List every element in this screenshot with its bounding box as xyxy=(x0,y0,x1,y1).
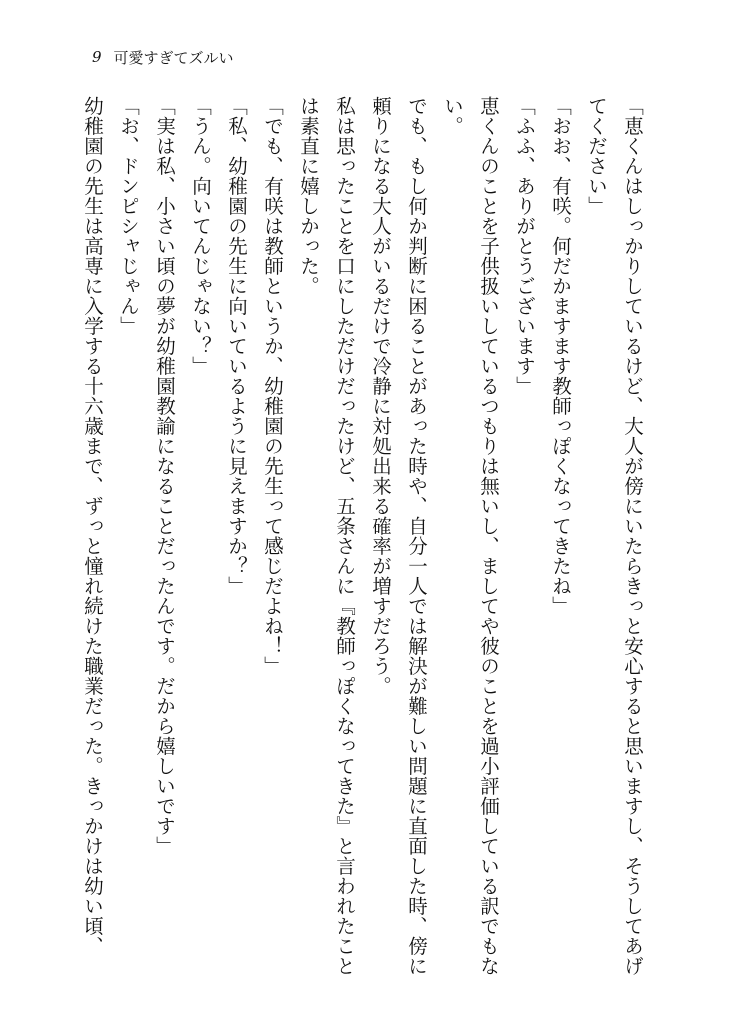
paragraph: 私は思ったことを口にしただけだったけど、五条さんに『教師っぽくなってきた』と言われたことは素直に嬉しかった。 xyxy=(297,96,356,976)
paragraph: 「うん。向いてんじゃない？」 xyxy=(189,96,212,376)
running-title: 可愛すぎてズルい xyxy=(113,48,234,67)
paragraph: 恵くんのことを子供扱いしているつもりは無いし、ましてや彼のことを過小評価している訳でもない。 xyxy=(441,96,500,976)
paragraph: でも、もし何か判断に困ることがあった時や、自分一人では解決が難しい問題に直面した時、傍に頼りになる大人がいるだけで冷静に対処出来る確率が増すだろう。 xyxy=(369,96,428,976)
paragraph: 「ふふ、ありがとうございます」 xyxy=(513,96,536,396)
paragraph: 幼稚園の先生は高専に入学する十六歳まで、ずっと憧れ続けた職業だった。きっかけは幼い頃、 xyxy=(81,96,104,956)
paragraph: 「おお、有咲。何だかますます教師っぽくなってきたね」 xyxy=(549,96,572,616)
paragraph: 「お、ドンピシャじゃん」 xyxy=(117,96,140,336)
paragraph: 「恵くんはしっかりしているけど、大人が傍にいたらきっと安心すると思いますし、そうしてあげてください」 xyxy=(585,96,644,976)
vertical-text-body xyxy=(74,96,650,976)
paragraph: 「私、幼稚園の先生に向いているように見えますか？」 xyxy=(225,96,248,596)
paragraph: 「でも、有咲は教師というか、幼稚園の先生って感じだよね！」 xyxy=(261,96,284,676)
paragraph: 「実は私、小さい頃の夢が幼稚園教諭になることだったんです。だから嬉しいです」 xyxy=(153,96,176,856)
running-header xyxy=(92,46,234,68)
page-number: 9 xyxy=(92,48,102,66)
